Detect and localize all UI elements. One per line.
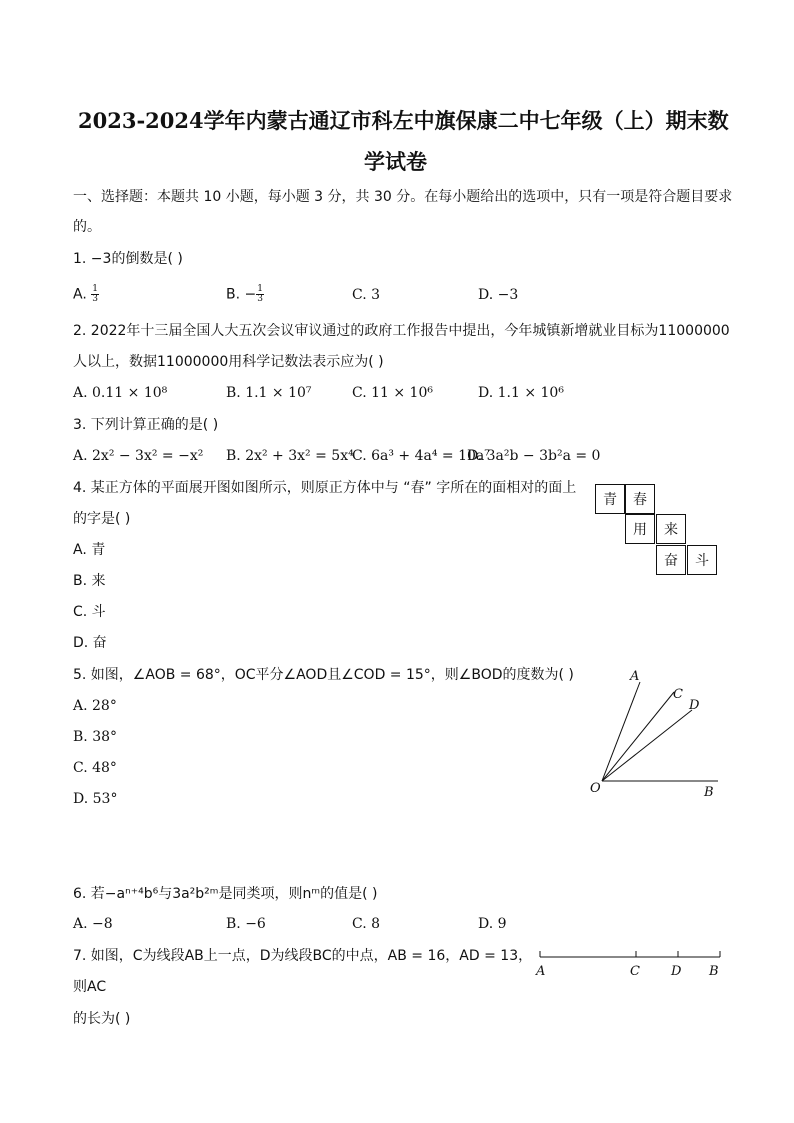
q5-option-c: C. 48° [73, 760, 117, 776]
q1-option-a [73, 285, 99, 304]
label-a: A [630, 669, 640, 684]
q5-option-d: D. 53° [73, 791, 118, 807]
q1-option-a-fraction [91, 285, 99, 304]
q2-option-b: B. 1.1 × 10⁷ [226, 385, 312, 401]
q1-a-numerator: 1 [92, 284, 98, 294]
section-heading-line2: 的。 [73, 219, 101, 235]
net-cell-qing: 青 [595, 484, 625, 514]
angle-figure [580, 664, 730, 804]
q6-option-c: C. 8 [352, 916, 381, 932]
q4-stem-line2: 的字是( ) [73, 511, 131, 527]
page-title-line1: 2023-2024学年内蒙古通辽市科左中旗保康二中七年级（上）期末数 [78, 108, 729, 133]
q4-option-b: B. 来 [73, 573, 106, 589]
q5-option-b: B. 38° [73, 729, 118, 745]
q5-option-a: A. 28° [73, 698, 117, 714]
page-title-line2: 学试卷 [364, 149, 427, 174]
q2-option-c: C. 11 × 10⁶ [352, 385, 433, 401]
seg-label-c: C [630, 964, 640, 979]
q4-option-d: D. 奋 [73, 635, 107, 651]
q7-stem-line3: 的长为( ) [73, 1011, 131, 1027]
label-c: C [673, 687, 683, 702]
q1-stem: 1. −3的倒数是( ) [73, 251, 183, 267]
q2-option-d: D. 1.1 × 10⁶ [478, 385, 564, 401]
q6-option-d: D. 9 [478, 916, 507, 932]
q3-option-c: C. 6a³ + 4a⁴ = 10a⁷ [352, 448, 490, 464]
q3-option-b: B. 2x² + 3x² = 5x⁴ [226, 448, 354, 464]
q3-option-a: A. 2x² − 3x² = −x² [73, 448, 204, 464]
q1-option-b [226, 285, 264, 304]
section-heading-line1: 一、选择题：本题共 10 小题，每小题 3 分，共 30 分。在每小题给出的选项中，只有一项是符合题目要求 [73, 189, 733, 205]
q1-option-d: D. −3 [478, 287, 519, 303]
q2-stem-line1: 2. 2022年十三届全国人大五次会议审议通过的政府工作报告中提出，今年城镇新增就业目标为11000000 [73, 323, 730, 339]
q3-stem: 3. 下列计算正确的是( ) [73, 417, 219, 433]
q5-stem: 5. 如图，∠AOB = 68°，OC平分∠AOD且∠COD = 15°，则∠BOD的度数为( ) [73, 667, 574, 683]
q1-option-b-sign: − [244, 286, 257, 303]
q4-stem-line1: 4. 某正方体的平面展开图如图所示，则原正方体中与 “春” 字所在的面相对的面上 [73, 480, 577, 496]
q1-b-denominator: 3 [257, 294, 263, 304]
ray-oc [602, 692, 674, 781]
seg-label-d: D [671, 964, 682, 979]
q1-a-denominator: 3 [92, 294, 98, 304]
q2-option-a: A. 0.11 × 10⁸ [73, 385, 168, 401]
q1-option-b-label: B. [226, 286, 241, 303]
q6-option-b: B. −6 [226, 916, 266, 932]
label-b: B [704, 785, 714, 800]
q1-b-numerator: 1 [257, 284, 263, 294]
q1-option-a-label: A. [73, 286, 87, 303]
q7-stem-line2: 则AC [73, 979, 107, 995]
label-d: D [689, 698, 700, 713]
seg-label-b: B [709, 964, 719, 979]
segment-figure [530, 942, 730, 982]
seg-label-a: A [536, 964, 546, 979]
q6-option-a: A. −8 [73, 916, 113, 932]
net-cell-yong: 用 [625, 514, 655, 544]
q4-option-a: A. 青 [73, 542, 106, 558]
q1-option-c: C. 3 [352, 287, 381, 303]
q4-option-c: C. 斗 [73, 604, 106, 620]
q3-option-d: D. 3a²b − 3b²a = 0 [467, 448, 601, 464]
label-o: O [590, 781, 601, 796]
q7-stem-line1: 7. 如图，C为线段AB上一点，D为线段BC的中点，AB = 16，AD = 13， [73, 948, 533, 964]
q2-stem-line2: 人以上，数据11000000用科学记数法表示应为( ) [73, 354, 384, 370]
q1-option-b-fraction [256, 285, 264, 304]
net-cell-chun: 春 [625, 484, 655, 514]
net-cell-dou: 斗 [687, 545, 717, 575]
q6-stem: 6. 若−aⁿ⁺⁴b⁶与3a²b²ᵐ是同类项，则nᵐ的值是( ) [73, 886, 378, 902]
net-cell-fen: 奋 [656, 545, 686, 575]
net-cell-lai: 来 [656, 514, 686, 544]
